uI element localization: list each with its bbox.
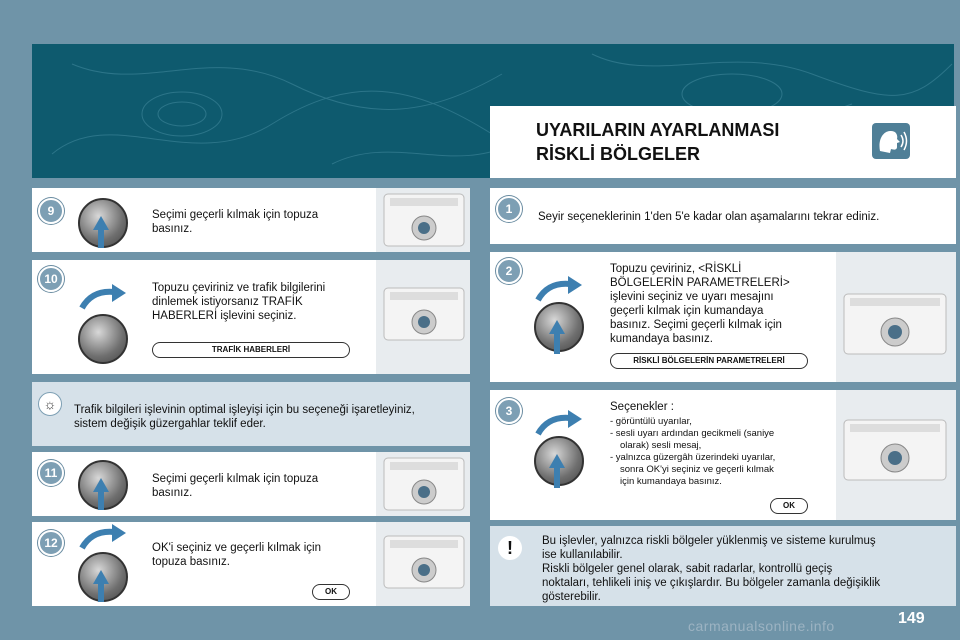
rotate-arrow-icon: [78, 282, 128, 312]
step-text: Topuzu çeviriniz ve trafik bilgilerini dinlemek istiyorsanız TRAFİK HABERLERİ işlevini seçiniz.: [152, 282, 326, 322]
warning-text: Bu işlevler, yalnızca riskli bölgeler yüklenmiş ve sisteme kurulmuş ise kullanılabilir. Riskli bölgeler genel olarak, sabit radarlar, kontrollü geçiş noktaları, tehlikeli iniş ve çıkışlardır. Bu bölgeler zamanla değişiklik gösterebilir.: [542, 535, 881, 603]
press-arrow-icon: [554, 332, 560, 354]
step-text: Seçimi geçerli kılmak için topuza basınız.: [152, 473, 319, 499]
press-arrow-icon: [93, 216, 109, 230]
watermark: carmanualsonline.info: [688, 618, 835, 634]
navigation-remote-icon: [382, 456, 466, 512]
press-arrow-icon: [93, 570, 109, 584]
options-heading: Seçenekler :: [610, 401, 674, 413]
menu-label-pill: TRAFİK HABERLERİ: [152, 342, 350, 358]
step-number: 1: [496, 196, 522, 222]
voice-icon: [872, 123, 910, 159]
ok-pill: OK: [312, 584, 350, 600]
press-arrow-icon: [98, 490, 104, 510]
press-arrow-icon: [549, 320, 565, 334]
ok-pill: OK: [770, 498, 808, 514]
tip-text: Trafik bilgileri işlevinin optimal işleyişi için bu seçeneği işaretleyiniz, sistem değişik güzergahlar teklif eder.: [74, 404, 415, 430]
step-number: 10: [38, 266, 64, 292]
rotate-arrow-icon: [534, 274, 584, 304]
step-text: Seçimi geçerli kılmak için topuza basınız.: [152, 209, 319, 235]
navigation-remote-icon: [382, 286, 466, 342]
step-text: OK'i seçiniz ve geçerli kılmak için topuza basınız.: [152, 542, 321, 568]
step-number: 3: [496, 398, 522, 424]
page-title: UYARILARIN AYARLANMASI: [536, 120, 780, 140]
menu-label-pill: RİSKLİ BÖLGELERİN PARAMETRELERİ: [610, 353, 808, 369]
sun-icon: ☼: [38, 392, 62, 416]
options-list: - görüntülü uyarılar, - sesli uyarı ardından gecikmeli (saniye olarak) sesli mesaj, - yalnızca güzergâh üzerindeki uyarılar, sonra OK'yi seçiniz ve geçerli kılmak için kumandaya basınız.: [610, 416, 776, 487]
rotate-arrow-icon: [534, 408, 584, 438]
navigation-remote-icon: [842, 418, 948, 482]
press-arrow-icon: [98, 582, 104, 602]
control-knob: [78, 314, 128, 364]
step-text: Topuzu çeviriniz, <RİSKLİ BÖLGELERİN PARAMETRELERİ> işlevini seçiniz ve uyarı mesajını geçerli kılmak için kumandaya basınız. Seçimi geçerli kılmak için kumandaya basınız.: [610, 263, 790, 345]
navigation-remote-icon: [382, 534, 466, 590]
step-number: 12: [38, 530, 64, 556]
step-number: 2: [496, 258, 522, 284]
step-number: 11: [38, 460, 64, 486]
rotate-arrow-icon: [78, 524, 128, 552]
press-arrow-icon: [98, 228, 104, 248]
page-subtitle: RİSKLİ BÖLGELER: [536, 144, 701, 164]
step-text: Seyir seçeneklerinin 1'den 5'e kadar olan aşamalarını tekrar ediniz.: [538, 211, 880, 223]
navigation-remote-icon: [382, 192, 466, 248]
exclamation-icon: !: [498, 536, 522, 560]
page-number: 149: [898, 610, 925, 627]
press-arrow-icon: [93, 478, 109, 492]
step-number: 9: [38, 198, 64, 224]
press-arrow-icon: [549, 454, 565, 468]
press-arrow-icon: [554, 466, 560, 488]
navigation-remote-icon: [842, 292, 948, 356]
